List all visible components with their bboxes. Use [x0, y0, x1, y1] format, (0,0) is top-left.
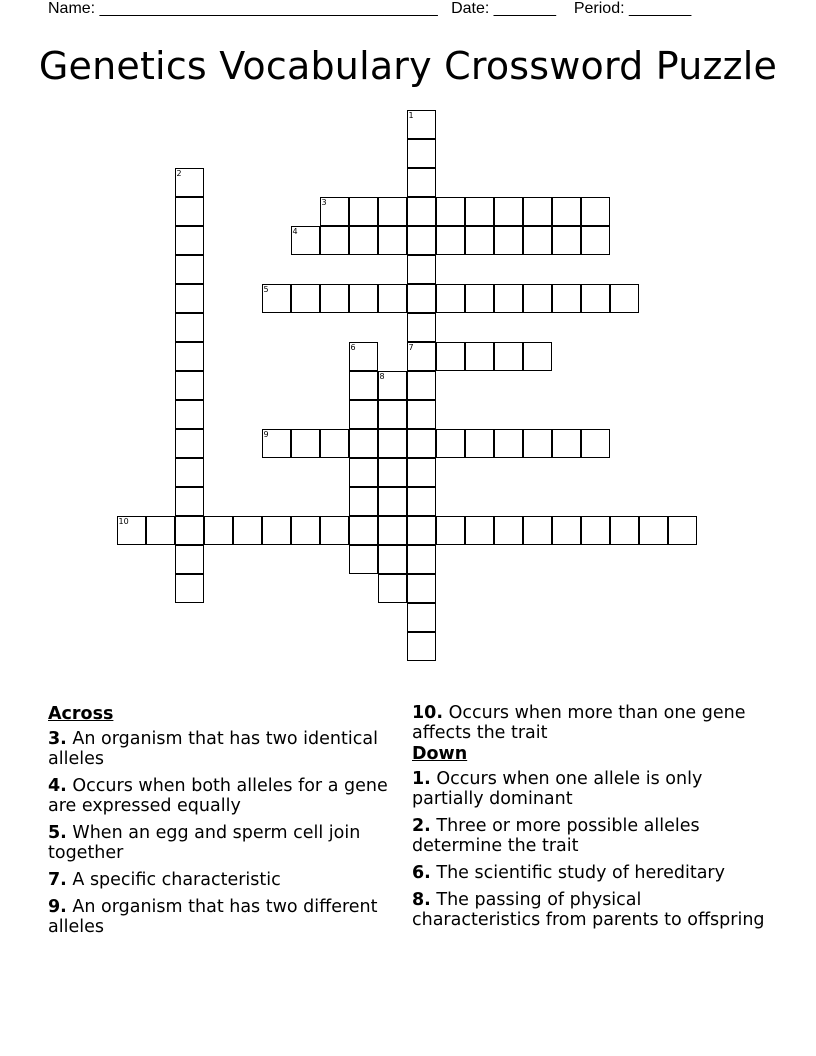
crossword-cell[interactable]: [494, 284, 523, 313]
page-title: Genetics Vocabulary Crossword Puzzle: [38, 44, 778, 88]
crossword-cell[interactable]: [320, 226, 349, 255]
clue-start-number: 1: [408, 110, 414, 120]
clue-across-3: [48, 729, 388, 769]
crossword-cell[interactable]: [494, 429, 523, 458]
crossword-cell[interactable]: [581, 516, 610, 545]
period-blank[interactable]: _______: [629, 0, 692, 17]
clue-text: The scientific study of hereditary: [436, 863, 725, 883]
crossword-cell[interactable]: [494, 516, 523, 545]
crossword-cell[interactable]: [407, 284, 436, 313]
clue-number: 3.: [48, 729, 67, 749]
crossword-cell[interactable]: [378, 545, 407, 574]
crossword-cell[interactable]: [465, 516, 494, 545]
crossword-cell[interactable]: [436, 284, 465, 313]
crossword-cell[interactable]: [320, 284, 349, 313]
crossword-cell[interactable]: [175, 458, 204, 487]
crossword-cell[interactable]: [262, 429, 291, 458]
crossword-cell[interactable]: [407, 429, 436, 458]
clue-start-number: 9: [263, 429, 269, 439]
crossword-cell[interactable]: [407, 139, 436, 168]
crossword-cell[interactable]: [523, 226, 552, 255]
crossword-cell[interactable]: [494, 197, 523, 226]
crossword-cell[interactable]: [349, 487, 378, 516]
crossword-cell[interactable]: [581, 429, 610, 458]
clue-down-8: [412, 890, 772, 930]
crossword-cell[interactable]: [175, 400, 204, 429]
crossword-cell[interactable]: [436, 516, 465, 545]
crossword-cell[interactable]: [349, 226, 378, 255]
crossword-cell[interactable]: [378, 284, 407, 313]
crossword-cell[interactable]: [407, 632, 436, 661]
crossword-cell[interactable]: [407, 313, 436, 342]
crossword-cell[interactable]: [465, 284, 494, 313]
clue-text: A specific characteristic: [72, 870, 281, 890]
clue-number: 6.: [412, 863, 431, 883]
clue-text: Occurs when one allele is only partially dominant: [412, 769, 703, 809]
crossword-cell[interactable]: [175, 342, 204, 371]
clue-start-number: 2: [176, 168, 182, 178]
clue-text: When an egg and sperm cell join together: [48, 823, 361, 863]
clue-across-10: [412, 703, 772, 743]
crossword-cell[interactable]: [378, 429, 407, 458]
crossword-cell[interactable]: [175, 487, 204, 516]
crossword-cell[interactable]: [378, 458, 407, 487]
crossword-cell[interactable]: [407, 458, 436, 487]
crossword-cell[interactable]: [378, 197, 407, 226]
clue-number: 7.: [48, 870, 67, 890]
crossword-cell[interactable]: [581, 284, 610, 313]
clue-down-2: [412, 816, 772, 856]
clue-across-4: [48, 776, 388, 816]
crossword-cell[interactable]: [407, 574, 436, 603]
crossword-cell[interactable]: [465, 342, 494, 371]
crossword-cell[interactable]: [378, 487, 407, 516]
crossword-cell[interactable]: [494, 342, 523, 371]
crossword-cell[interactable]: [175, 284, 204, 313]
crossword-cell[interactable]: [175, 197, 204, 226]
clue-number: 10.: [412, 703, 444, 723]
crossword-cell[interactable]: [668, 516, 697, 545]
clue-start-number: 7: [408, 342, 414, 352]
crossword-cell[interactable]: [262, 284, 291, 313]
crossword-cell[interactable]: [291, 429, 320, 458]
crossword-cell[interactable]: [552, 516, 581, 545]
crossword-cell[interactable]: [407, 197, 436, 226]
crossword-cell[interactable]: [552, 284, 581, 313]
crossword-cell[interactable]: [494, 226, 523, 255]
crossword-cell[interactable]: [523, 342, 552, 371]
crossword-cell[interactable]: [175, 574, 204, 603]
crossword-cell[interactable]: [523, 516, 552, 545]
clue-down-6: [412, 863, 772, 883]
crossword-cell[interactable]: [146, 516, 175, 545]
crossword-cell[interactable]: [465, 197, 494, 226]
crossword-cell[interactable]: [349, 545, 378, 574]
crossword-cell[interactable]: [349, 342, 378, 371]
crossword-cell[interactable]: [175, 168, 204, 197]
period-label: Period:: [573, 0, 625, 17]
name-label: Name:: [48, 0, 96, 17]
crossword-cell[interactable]: [465, 429, 494, 458]
crossword-cell[interactable]: [175, 371, 204, 400]
clue-across-7: [48, 870, 388, 890]
crossword-cell[interactable]: [349, 284, 378, 313]
clue-number: 9.: [48, 897, 67, 917]
crossword-cell[interactable]: [291, 284, 320, 313]
crossword-cell[interactable]: [407, 487, 436, 516]
crossword-cell[interactable]: [175, 545, 204, 574]
crossword-cell[interactable]: [349, 458, 378, 487]
clue-text: An organism that has two different alleles: [48, 897, 378, 937]
clue-number: 5.: [48, 823, 67, 843]
crossword-cell[interactable]: [175, 255, 204, 284]
clue-text: Occurs when both alleles for a gene are expressed equally: [48, 776, 388, 816]
crossword-cell[interactable]: [407, 255, 436, 284]
crossword-cell[interactable]: [436, 342, 465, 371]
clue-start-number: 6: [350, 342, 356, 352]
crossword-cell[interactable]: [320, 197, 349, 226]
crossword-cell[interactable]: [378, 371, 407, 400]
crossword-cell[interactable]: [610, 516, 639, 545]
crossword-cell[interactable]: [291, 226, 320, 255]
crossword-cell[interactable]: [175, 429, 204, 458]
crossword-cell[interactable]: [610, 284, 639, 313]
crossword-cell[interactable]: [175, 516, 204, 545]
crossword-cell[interactable]: [378, 516, 407, 545]
clue-text: Three or more possible alleles determine the trait: [412, 816, 700, 856]
crossword-cell[interactable]: [407, 226, 436, 255]
crossword-cell[interactable]: [581, 226, 610, 255]
crossword-cell[interactable]: [378, 400, 407, 429]
crossword-cell[interactable]: [407, 603, 436, 632]
clue-down-1: [412, 769, 772, 809]
clue-across-5: [48, 823, 388, 863]
clue-start-number: 8: [379, 371, 385, 381]
crossword-cell[interactable]: [523, 284, 552, 313]
crossword-cell[interactable]: [436, 197, 465, 226]
crossword-cell[interactable]: [262, 516, 291, 545]
date-label: Date:: [451, 0, 490, 17]
across-heading: Across: [48, 704, 114, 724]
crossword-cell[interactable]: [117, 516, 146, 545]
crossword-cell[interactable]: [523, 197, 552, 226]
crossword-cell[interactable]: [349, 371, 378, 400]
crossword-cell[interactable]: [349, 197, 378, 226]
crossword-cell[interactable]: [378, 226, 407, 255]
crossword-cell[interactable]: [349, 516, 378, 545]
clue-text: The passing of physical characteristics from parents to offspring: [412, 890, 765, 930]
clues-left-column: [48, 703, 388, 944]
crossword-cell[interactable]: [407, 168, 436, 197]
clue-number: 2.: [412, 816, 431, 836]
clue-number: 1.: [412, 769, 431, 789]
clue-start-number: 5: [263, 284, 269, 294]
crossword-cell[interactable]: [523, 429, 552, 458]
crossword-cell[interactable]: [436, 429, 465, 458]
crossword-cell[interactable]: [407, 371, 436, 400]
crossword-cell[interactable]: [552, 226, 581, 255]
clue-number: 4.: [48, 776, 67, 796]
crossword-cell[interactable]: [175, 226, 204, 255]
crossword-cell[interactable]: [175, 313, 204, 342]
crossword-cell[interactable]: [204, 516, 233, 545]
crossword-cell[interactable]: [407, 342, 436, 371]
crossword-cell[interactable]: [407, 516, 436, 545]
crossword-cell[interactable]: [639, 516, 668, 545]
crossword-cell[interactable]: [407, 545, 436, 574]
crossword-cell[interactable]: [349, 429, 378, 458]
crossword-cell[interactable]: [552, 429, 581, 458]
crossword-cell[interactable]: [465, 226, 494, 255]
name-blank[interactable]: ______________________________________: [99, 0, 438, 17]
date-blank[interactable]: _______: [493, 0, 557, 17]
clue-start-number: 10: [118, 516, 129, 526]
crossword-cell[interactable]: [378, 574, 407, 603]
crossword-cell[interactable]: [407, 400, 436, 429]
crossword-cell[interactable]: [581, 197, 610, 226]
clue-start-number: 4: [292, 226, 298, 236]
clues-right-column: [412, 703, 772, 937]
crossword-cell[interactable]: [291, 516, 320, 545]
clue-across-9: [48, 897, 388, 937]
clue-text: Occurs when more than one gene affects the trait: [412, 703, 746, 743]
clue-start-number: 3: [321, 197, 327, 207]
crossword-cell[interactable]: [233, 516, 262, 545]
crossword-cell[interactable]: [436, 226, 465, 255]
crossword-cell[interactable]: [320, 429, 349, 458]
clue-number: 8.: [412, 890, 431, 910]
crossword-cell[interactable]: [349, 400, 378, 429]
clue-text: An organism that has two identical alleles: [48, 729, 378, 769]
crossword-cell[interactable]: [407, 110, 436, 139]
down-heading: Down: [412, 744, 468, 764]
crossword-cell[interactable]: [552, 197, 581, 226]
crossword-cell[interactable]: [320, 516, 349, 545]
